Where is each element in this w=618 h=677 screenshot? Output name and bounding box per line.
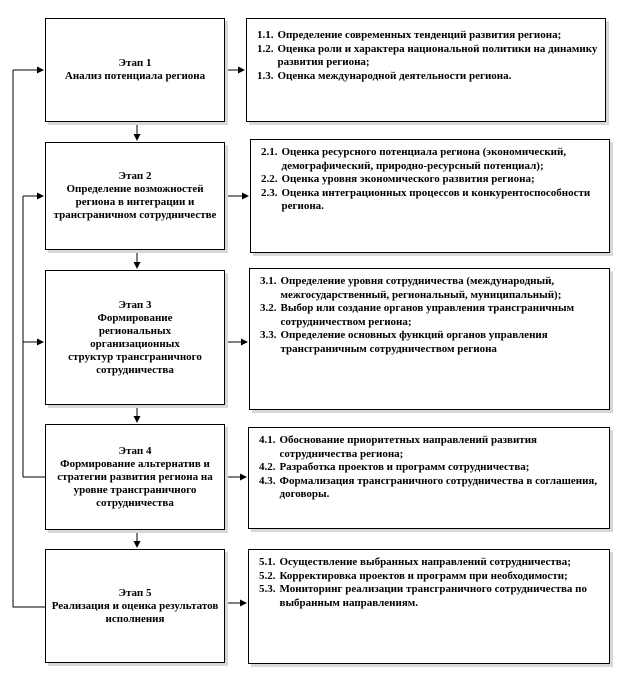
- detail-text: Формализация трансграничного сотрудничества в соглашения, договоры.: [279, 474, 598, 501]
- stage-4-title: Этап 4: [118, 444, 152, 457]
- detail-text: Разработка проектов и программ сотрудничества;: [279, 461, 530, 474]
- stage-3-details: [249, 268, 610, 410]
- stage-4-name: Формирование альтернатив и стратегии развития региона на уровне трансграничного сотрудничества: [57, 457, 213, 509]
- stage-4-box: [45, 424, 225, 530]
- detail-text: Осуществление выбранных направлений сотрудничества;: [279, 556, 571, 568]
- stage-5-title: Этап 5: [118, 586, 152, 599]
- detail-text: Определение основных функций органов управления трансграничным сотрудничеством региона: [280, 329, 548, 355]
- detail-num: 1.1.: [257, 29, 274, 41]
- detail-num: 2.2.: [261, 173, 278, 186]
- detail-text: Корректировка проектов и программ при необходимости;: [279, 569, 568, 582]
- stage-2-name: Определение возможностей региона в интеграции и трансграничном сотрудничестве: [53, 183, 217, 221]
- detail-text: Выбор или создание органов управления трансграничным сотрудничеством региона;: [280, 302, 575, 328]
- detail-text: Оценка ресурсного потенциала региона (экономический, демографический, природно-ресурсный потенциал);: [281, 146, 567, 172]
- stage-2-details: [250, 139, 610, 253]
- detail-text: Мониторинг реализации трансграничного сотрудничества по выбранным направлениям.: [279, 583, 588, 609]
- detail-item: [261, 187, 603, 214]
- detail-text: Обоснование приоритетных направлений развития сотрудничества региона;: [279, 434, 537, 460]
- detail-item: [261, 146, 603, 173]
- stage-5-details: [248, 549, 610, 664]
- detail-item: [260, 275, 603, 302]
- detail-num: 4.2.: [259, 461, 276, 474]
- stage-3-title: Этап 3: [118, 298, 152, 311]
- detail-text: Определение современных тенденций развития региона;: [277, 29, 562, 41]
- detail-item: [259, 434, 603, 461]
- detail-item: [260, 329, 603, 356]
- detail-item: [257, 29, 599, 43]
- detail-item: [259, 556, 603, 570]
- detail-item: [259, 461, 603, 475]
- detail-num: 2.1.: [261, 146, 278, 158]
- detail-num: 3.3.: [260, 329, 277, 342]
- detail-num: 3.1.: [260, 275, 277, 287]
- detail-item: [261, 173, 603, 187]
- detail-num: 1.3.: [257, 69, 274, 82]
- stage-1-title: Этап 1: [118, 57, 152, 69]
- stage-3-box: [45, 270, 225, 405]
- detail-item: [257, 43, 599, 70]
- detail-item: [257, 70, 599, 84]
- detail-num: 5.1.: [259, 556, 276, 568]
- detail-text: Оценка международной деятельности региона.: [277, 69, 512, 82]
- detail-text: Оценка уровня экономического развития региона;: [281, 173, 535, 186]
- detail-item: [260, 302, 603, 329]
- detail-num: 5.3.: [259, 583, 276, 596]
- detail-num: 2.3.: [261, 186, 278, 199]
- detail-num: 3.2.: [260, 302, 277, 315]
- detail-item: [259, 475, 603, 502]
- stage-4-details: [248, 427, 610, 529]
- stage-1-details: [246, 18, 606, 122]
- detail-num: 1.2.: [257, 42, 274, 55]
- detail-text: Оценка интеграционных процессов и конкурентоспособности региона.: [281, 186, 591, 213]
- stage-3-name: Формирование региональных организационных структур трансграничного сотрудничества: [68, 311, 202, 376]
- detail-num: 5.2.: [259, 569, 276, 582]
- stage-5-name: Реализация и оценка результатов исполнения: [51, 599, 219, 625]
- detail-text: Определение уровня сотрудничества (международный, межгосударственный, региональный, муниципальный);: [280, 275, 562, 301]
- feedback-line: [13, 70, 45, 607]
- stage-5-box: [45, 549, 225, 663]
- detail-text: Оценка роли и характера национальной политики на динамику развития региона;: [277, 42, 598, 69]
- stage-1-name: Анализ потенциала региона: [64, 70, 206, 82]
- detail-num: 4.3.: [259, 474, 276, 487]
- stage-1-box: [45, 18, 225, 122]
- detail-item: [259, 570, 603, 584]
- detail-item: [259, 583, 603, 610]
- stage-2-title: Этап 2: [118, 170, 152, 182]
- detail-num: 4.1.: [259, 434, 276, 446]
- stage-2-box: [45, 142, 225, 250]
